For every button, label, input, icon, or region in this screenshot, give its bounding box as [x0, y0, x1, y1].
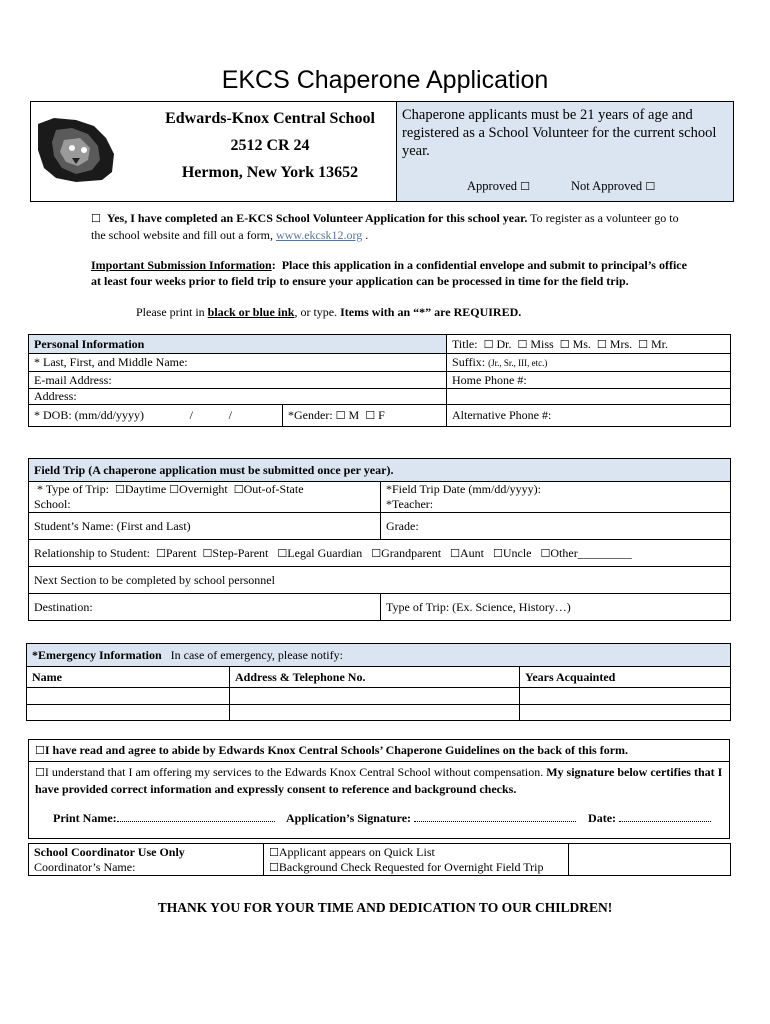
emergency-name-input[interactable] [27, 705, 230, 721]
page-title: EKCS Chaperone Application [221, 66, 549, 94]
requirement-text: Chaperone applicants must be 21 years of age and registered as a School Volunteer for the current school year. [402, 107, 717, 159]
personal-info-table [28, 334, 731, 427]
compensation-checkbox[interactable]: ☐ [35, 766, 45, 779]
address-field[interactable]: Address: [29, 389, 447, 405]
emergency-col-address: Address & Telephone No. [230, 667, 520, 688]
date-line[interactable] [619, 821, 711, 822]
trip-date-field[interactable]: *Field Trip Date (mm/dd/yyyy): *Teacher: [381, 482, 731, 513]
requirement-box [396, 101, 734, 202]
gender-field[interactable]: *Gender: ☐ M ☐ F [283, 405, 447, 427]
relationship-field[interactable]: Relationship to Student: ☐Parent ☐Step-Parent ☐Legal Guardian ☐Grandparent ☐Aunt ☐Uncle ☐Other_________ [29, 540, 731, 567]
agreement-box [28, 739, 730, 839]
print-instructions: Please print in black or blue ink, or type. Items with an “*” are REQUIRED. [136, 305, 522, 319]
school-address-line1: 2512 CR 24 [230, 137, 310, 154]
emergency-name-input[interactable] [27, 688, 230, 705]
emergency-years-input[interactable] [520, 705, 731, 721]
compensation-agreement[interactable]: ☐I understand that I am offering my services to the Edwards Knox Central School without compensation. My signature below certifies that I have provided correct information and expressly consent to reference and background checks. [35, 765, 723, 796]
coordinator-checks [264, 844, 569, 876]
svg-text:EKC: EKC [40, 175, 52, 182]
website-link[interactable]: www.ekcsk12.org [275, 228, 363, 242]
approved-checkbox[interactable]: Approved ☐ [467, 179, 530, 193]
coordinator-notes[interactable] [569, 844, 731, 876]
background-check-checkbox[interactable]: ☐Background Check Requested for Overnight Field Trip [269, 859, 544, 874]
alt-phone-field[interactable]: Alternative Phone #: [447, 405, 731, 427]
submission-info: Important Submission Information: Place this application in a confidential envelope and submit to principal’s office at least four weeks prior to field trip to ensure your application can be processed in time for the field trip. [91, 258, 687, 288]
home-phone-field[interactable]: Home Phone #: [447, 372, 731, 389]
grade-field[interactable]: Grade: [381, 513, 731, 540]
school-personnel-note: Next Section to be completed by school personnel [29, 567, 731, 594]
school-address-line2: Hermon, New York 13652 [181, 164, 359, 181]
school-field[interactable]: School: [34, 497, 71, 511]
dob-field[interactable]: * DOB: (mm/dd/yyyy) / / [29, 405, 283, 427]
emergency-table [26, 643, 731, 721]
suffix-field[interactable]: Suffix: (Jr., Sr., III, etc.) [447, 354, 731, 372]
name-field[interactable]: * Last, First, and Middle Name: [29, 354, 447, 372]
print-name-line[interactable] [117, 821, 275, 822]
emergency-col-name: Name [27, 667, 230, 688]
volunteer-confirmation: ☐ Yes, I have completed an E-KCS School Volunteer Application for this school year. To register as a volunteer go to the school website and fill out a form, www.ekcsk12.org . [91, 211, 679, 242]
coordinator-label: School Coordinator Use Only Coordinator’s Name: [29, 844, 264, 876]
coordinator-name-field[interactable]: Coordinator’s Name: [34, 859, 136, 874]
guidelines-checkbox[interactable]: ☐ [35, 744, 45, 757]
signature-line[interactable] [414, 821, 576, 822]
trip-subject-field[interactable]: Type of Trip: (Ex. Science, History…) [381, 594, 731, 621]
teacher-field[interactable]: *Teacher: [386, 497, 434, 511]
destination-field[interactable]: Destination: [29, 594, 381, 621]
school-name: Edwards-Knox Central School [165, 110, 375, 127]
emergency-heading: *Emergency Information In case of emergency, please notify: [27, 644, 731, 667]
emergency-years-input[interactable] [520, 688, 731, 705]
emergency-address-input[interactable] [230, 705, 520, 721]
emergency-address-input[interactable] [230, 688, 520, 705]
title-field[interactable]: Title: ☐ Dr. ☐ Miss ☐ Ms. ☐ Mrs. ☐ Mr. [447, 335, 731, 354]
volunteer-checkbox[interactable]: ☐ [91, 212, 101, 225]
trip-type-field[interactable]: * Type of Trip: ☐Daytime ☐Overnight ☐Out-of-State School: [29, 482, 381, 513]
not-approved-checkbox[interactable]: Not Approved ☐ [571, 179, 656, 193]
signature-row: Print Name: Application’s Signature: Date: [53, 810, 723, 826]
personal-info-heading: Personal Information [29, 335, 447, 354]
guidelines-agreement[interactable]: ☐I have read and agree to abide by Edwards Knox Central Schools’ Chaperone Guidelines on the back of this form. [35, 743, 629, 757]
coordinator-table [28, 843, 731, 876]
email-field[interactable]: E-mail Address: [29, 372, 447, 389]
quick-list-checkbox[interactable]: ☐Applicant appears on Quick List [269, 844, 435, 859]
emergency-col-years: Years Acquainted [520, 667, 731, 688]
footer-thanks: THANK YOU FOR YOUR TIME AND DEDICATION TO OUR CHILDREN! [157, 900, 613, 915]
field-trip-table [28, 458, 731, 621]
field-trip-heading: Field Trip (A chaperone application must be submitted once per year). [29, 459, 731, 482]
school-mascot-logo [36, 116, 118, 184]
student-name-field[interactable]: Student’s Name: (First and Last) [29, 513, 381, 540]
